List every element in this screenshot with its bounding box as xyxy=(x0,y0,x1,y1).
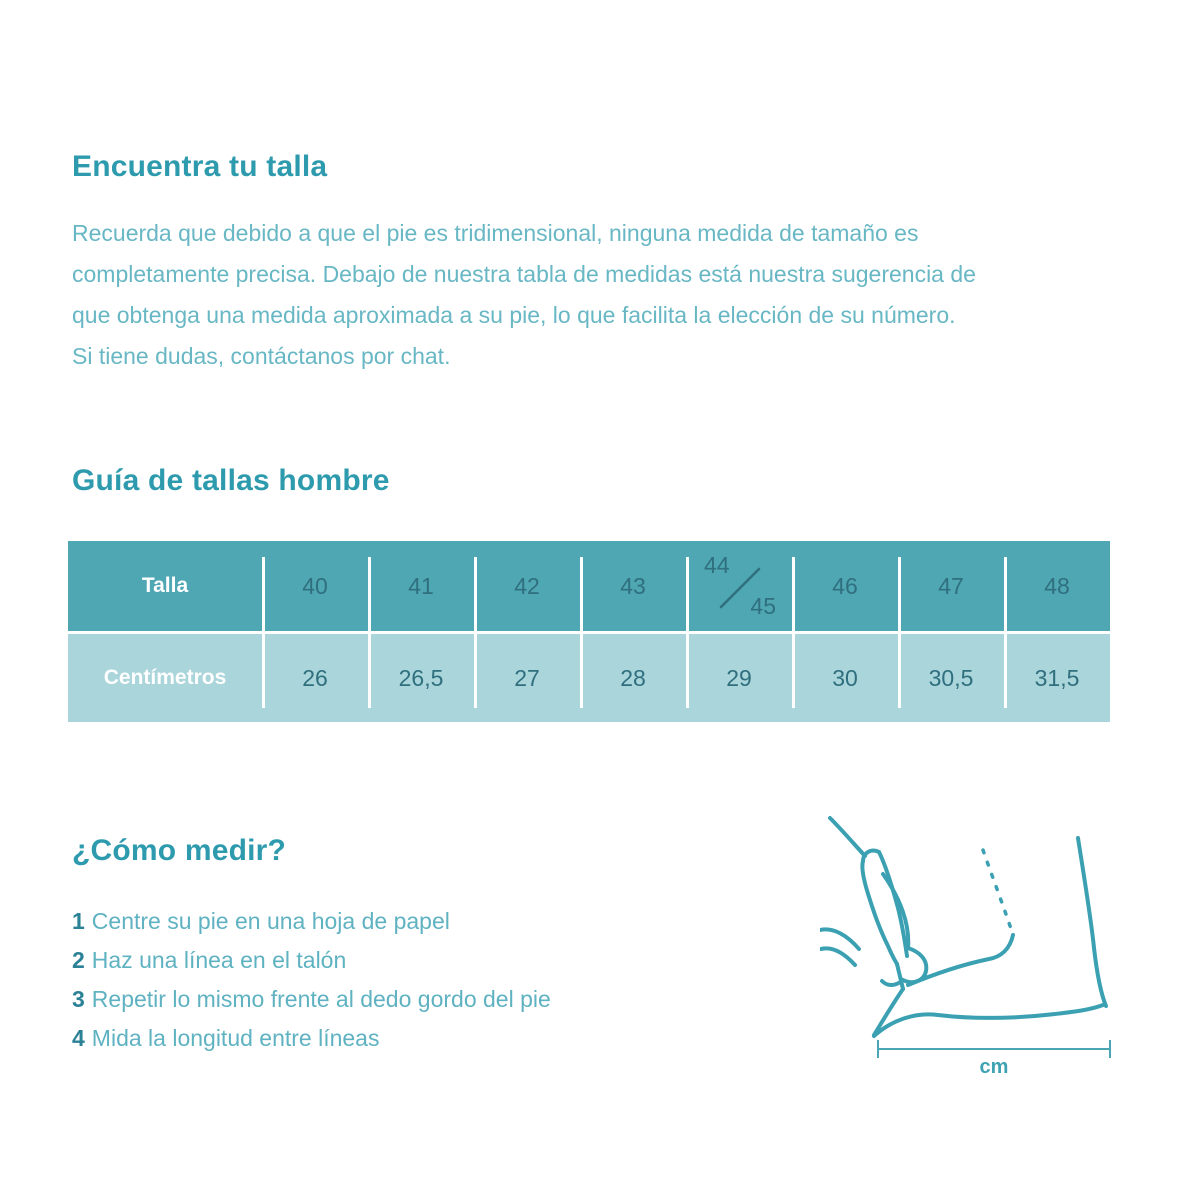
measure-step xyxy=(72,941,551,980)
pencil-top-cap xyxy=(863,851,879,861)
find-size-title: Encuentra tu talla xyxy=(72,150,328,183)
row-header-centimetros: Centímetros xyxy=(103,666,227,689)
measure-steps xyxy=(72,902,551,1058)
size-cell: 43 xyxy=(620,572,646,599)
cm-cell: 30 xyxy=(832,664,858,691)
column-divider xyxy=(686,557,689,708)
column-divider xyxy=(262,557,265,708)
foot-measurement-illustration xyxy=(820,806,1150,1106)
step-number: 3 xyxy=(72,986,85,1012)
shin-dashed-line xyxy=(983,850,1013,935)
cm-cell: 27 xyxy=(514,664,540,691)
pencil-left-edge xyxy=(862,861,897,964)
description-line: completamente precisa. Debajo de nuestra tabla de medidas está nuestra sugerencia de xyxy=(72,261,976,287)
column-divider xyxy=(792,557,795,708)
size-cell: 48 xyxy=(1044,572,1070,599)
table-row-talla xyxy=(68,541,1110,631)
column-divider xyxy=(474,557,477,708)
measure-step xyxy=(72,902,551,941)
cm-cell: 31,5 xyxy=(1034,664,1080,691)
step-number: 1 xyxy=(72,908,85,934)
size-cell-44-45 xyxy=(686,541,792,631)
foot-sole-line xyxy=(874,1005,1103,1036)
heel-back-line xyxy=(1078,838,1106,1006)
step-text: Repetir lo mismo frente al dedo gordo del pie xyxy=(91,986,551,1012)
step-number: 4 xyxy=(72,1025,85,1051)
size-cell: 42 xyxy=(514,572,540,599)
cm-cell: 26,5 xyxy=(398,664,444,691)
column-divider xyxy=(580,557,583,708)
column-divider xyxy=(1004,557,1007,708)
column-divider xyxy=(368,557,371,708)
table-row-centimetros xyxy=(68,634,1110,722)
cm-label: cm xyxy=(979,1056,1009,1078)
toe-mark-line xyxy=(874,989,903,1035)
measurement-line xyxy=(877,1048,1111,1050)
description-line: Si tiene dudas, contáctanos por chat. xyxy=(72,343,451,369)
size-cell: 47 xyxy=(938,572,964,599)
measure-step xyxy=(72,980,551,1019)
size-45: 45 xyxy=(750,593,776,619)
size-guide-title: Guía de tallas hombre xyxy=(72,464,390,497)
size-table xyxy=(68,541,1110,722)
step-text: Centre su pie en una hoja de papel xyxy=(91,908,450,934)
cm-cell: 26 xyxy=(302,664,328,691)
how-to-measure-title: ¿Cómo medir? xyxy=(72,834,287,867)
cm-cell: 28 xyxy=(620,664,646,691)
size-44: 44 xyxy=(704,552,730,578)
cm-cell: 30,5 xyxy=(928,664,974,691)
column-divider xyxy=(898,557,901,708)
description-line: que obtenga una medida aproximada a su pie, lo que facilita la elección de su número. xyxy=(72,302,956,328)
size-cell: 46 xyxy=(832,572,858,599)
step-number: 2 xyxy=(72,947,85,973)
foot-pencil-sketch-icon xyxy=(820,806,1150,1046)
size-cell: 40 xyxy=(302,572,328,599)
thumb-bottom xyxy=(821,948,855,965)
thumb-top xyxy=(820,929,859,949)
find-size-description xyxy=(72,213,976,377)
description-line: Recuerda que debido a que el pie es tridimensional, ninguna medida de tamaño es xyxy=(72,220,919,246)
step-text: Mida la longitud entre líneas xyxy=(91,1025,380,1051)
cm-cell: 29 xyxy=(726,664,752,691)
size-cell: 41 xyxy=(408,572,434,599)
measure-step xyxy=(72,1019,551,1058)
arm-line xyxy=(830,818,865,856)
row-header-talla: Talla xyxy=(141,574,189,597)
split-size-44-45 xyxy=(702,552,776,619)
step-text: Haz una línea en el talón xyxy=(91,947,347,973)
